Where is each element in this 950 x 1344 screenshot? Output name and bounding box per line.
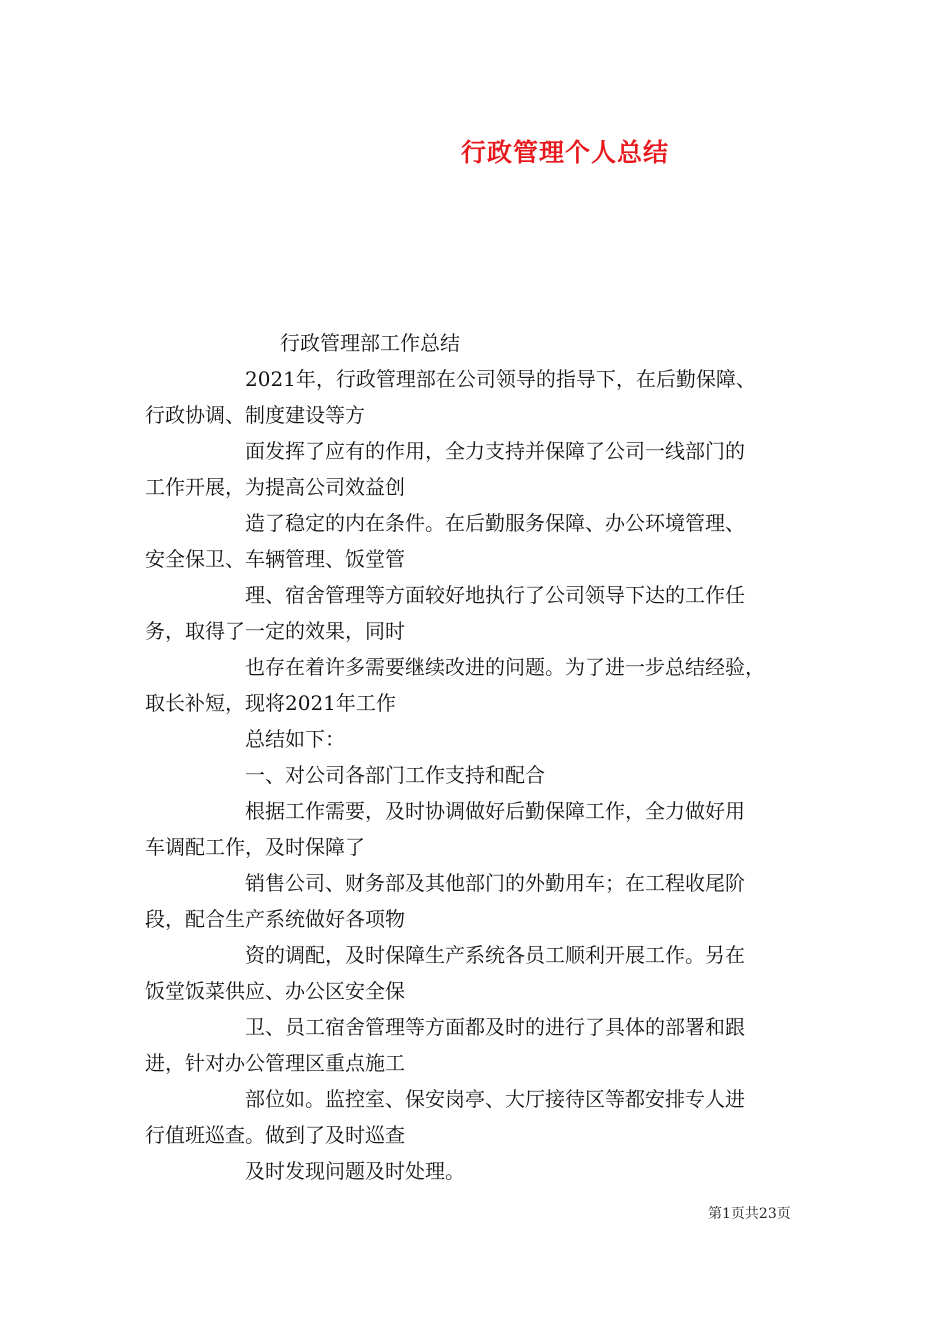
body-line: 根据工作需要，及时协调做好后勤保障工作，全力做好用 [245,799,745,823]
body-line: 卫、员工宿舍管理等方面都及时的进行了具体的部署和跟 [245,1015,745,1039]
body-line: 总结如下： [245,727,345,751]
body-line: 行政协调、制度建设等方 [145,403,365,427]
page-title: 行政管理个人总结 [460,138,669,167]
body-line: 资的调配，及时保障生产系统各员工顺利开展工作。另在 [245,943,745,967]
body-line: 2021年，行政管理部在公司领导的指导下，在后勤保障、 [245,367,756,391]
body-line: 饭堂饭菜供应、办公区安全保 [145,979,405,1003]
body-line: 也存在着许多需要继续改进的问题。为了进一步总结经验， [245,655,765,679]
body-line: 面发挥了应有的作用，全力支持并保障了公司一线部门的 [245,439,745,463]
body-line: 理、宿舍管理等方面较好地执行了公司领导下达的工作任 [245,583,745,607]
section-heading: 行政管理部工作总结 [280,331,460,355]
body-line: 行值班巡查。做到了及时巡查 [145,1123,405,1147]
body-line: 造了稳定的内在条件。在后勤服务保障、办公环境管理、 [245,511,745,535]
body-line: 进，针对办公管理区重点施工 [145,1051,405,1075]
body-line: 一、对公司各部门工作支持和配合 [245,763,545,787]
body-line: 工作开展，为提高公司效益创 [145,475,405,499]
body-line: 务，取得了一定的效果，同时 [145,619,405,643]
body-line: 部位如。监控室、保安岗亭、大厅接待区等都安排专人进 [245,1087,745,1111]
body-line: 及时发现问题及时处理。 [245,1159,465,1183]
body-line: 取长补短，现将2021年工作 [145,691,396,715]
body-line: 车调配工作，及时保障了 [145,835,365,859]
body-line: 销售公司、财务部及其他部门的外勤用车；在工程收尾阶 [245,871,745,895]
body-line: 段，配合生产系统做好各项物 [145,907,405,931]
page-number: 第1页共23页 [708,1206,791,1222]
document-body [145,325,825,1189]
body-line: 安全保卫、车辆管理、饭堂管 [145,547,405,571]
